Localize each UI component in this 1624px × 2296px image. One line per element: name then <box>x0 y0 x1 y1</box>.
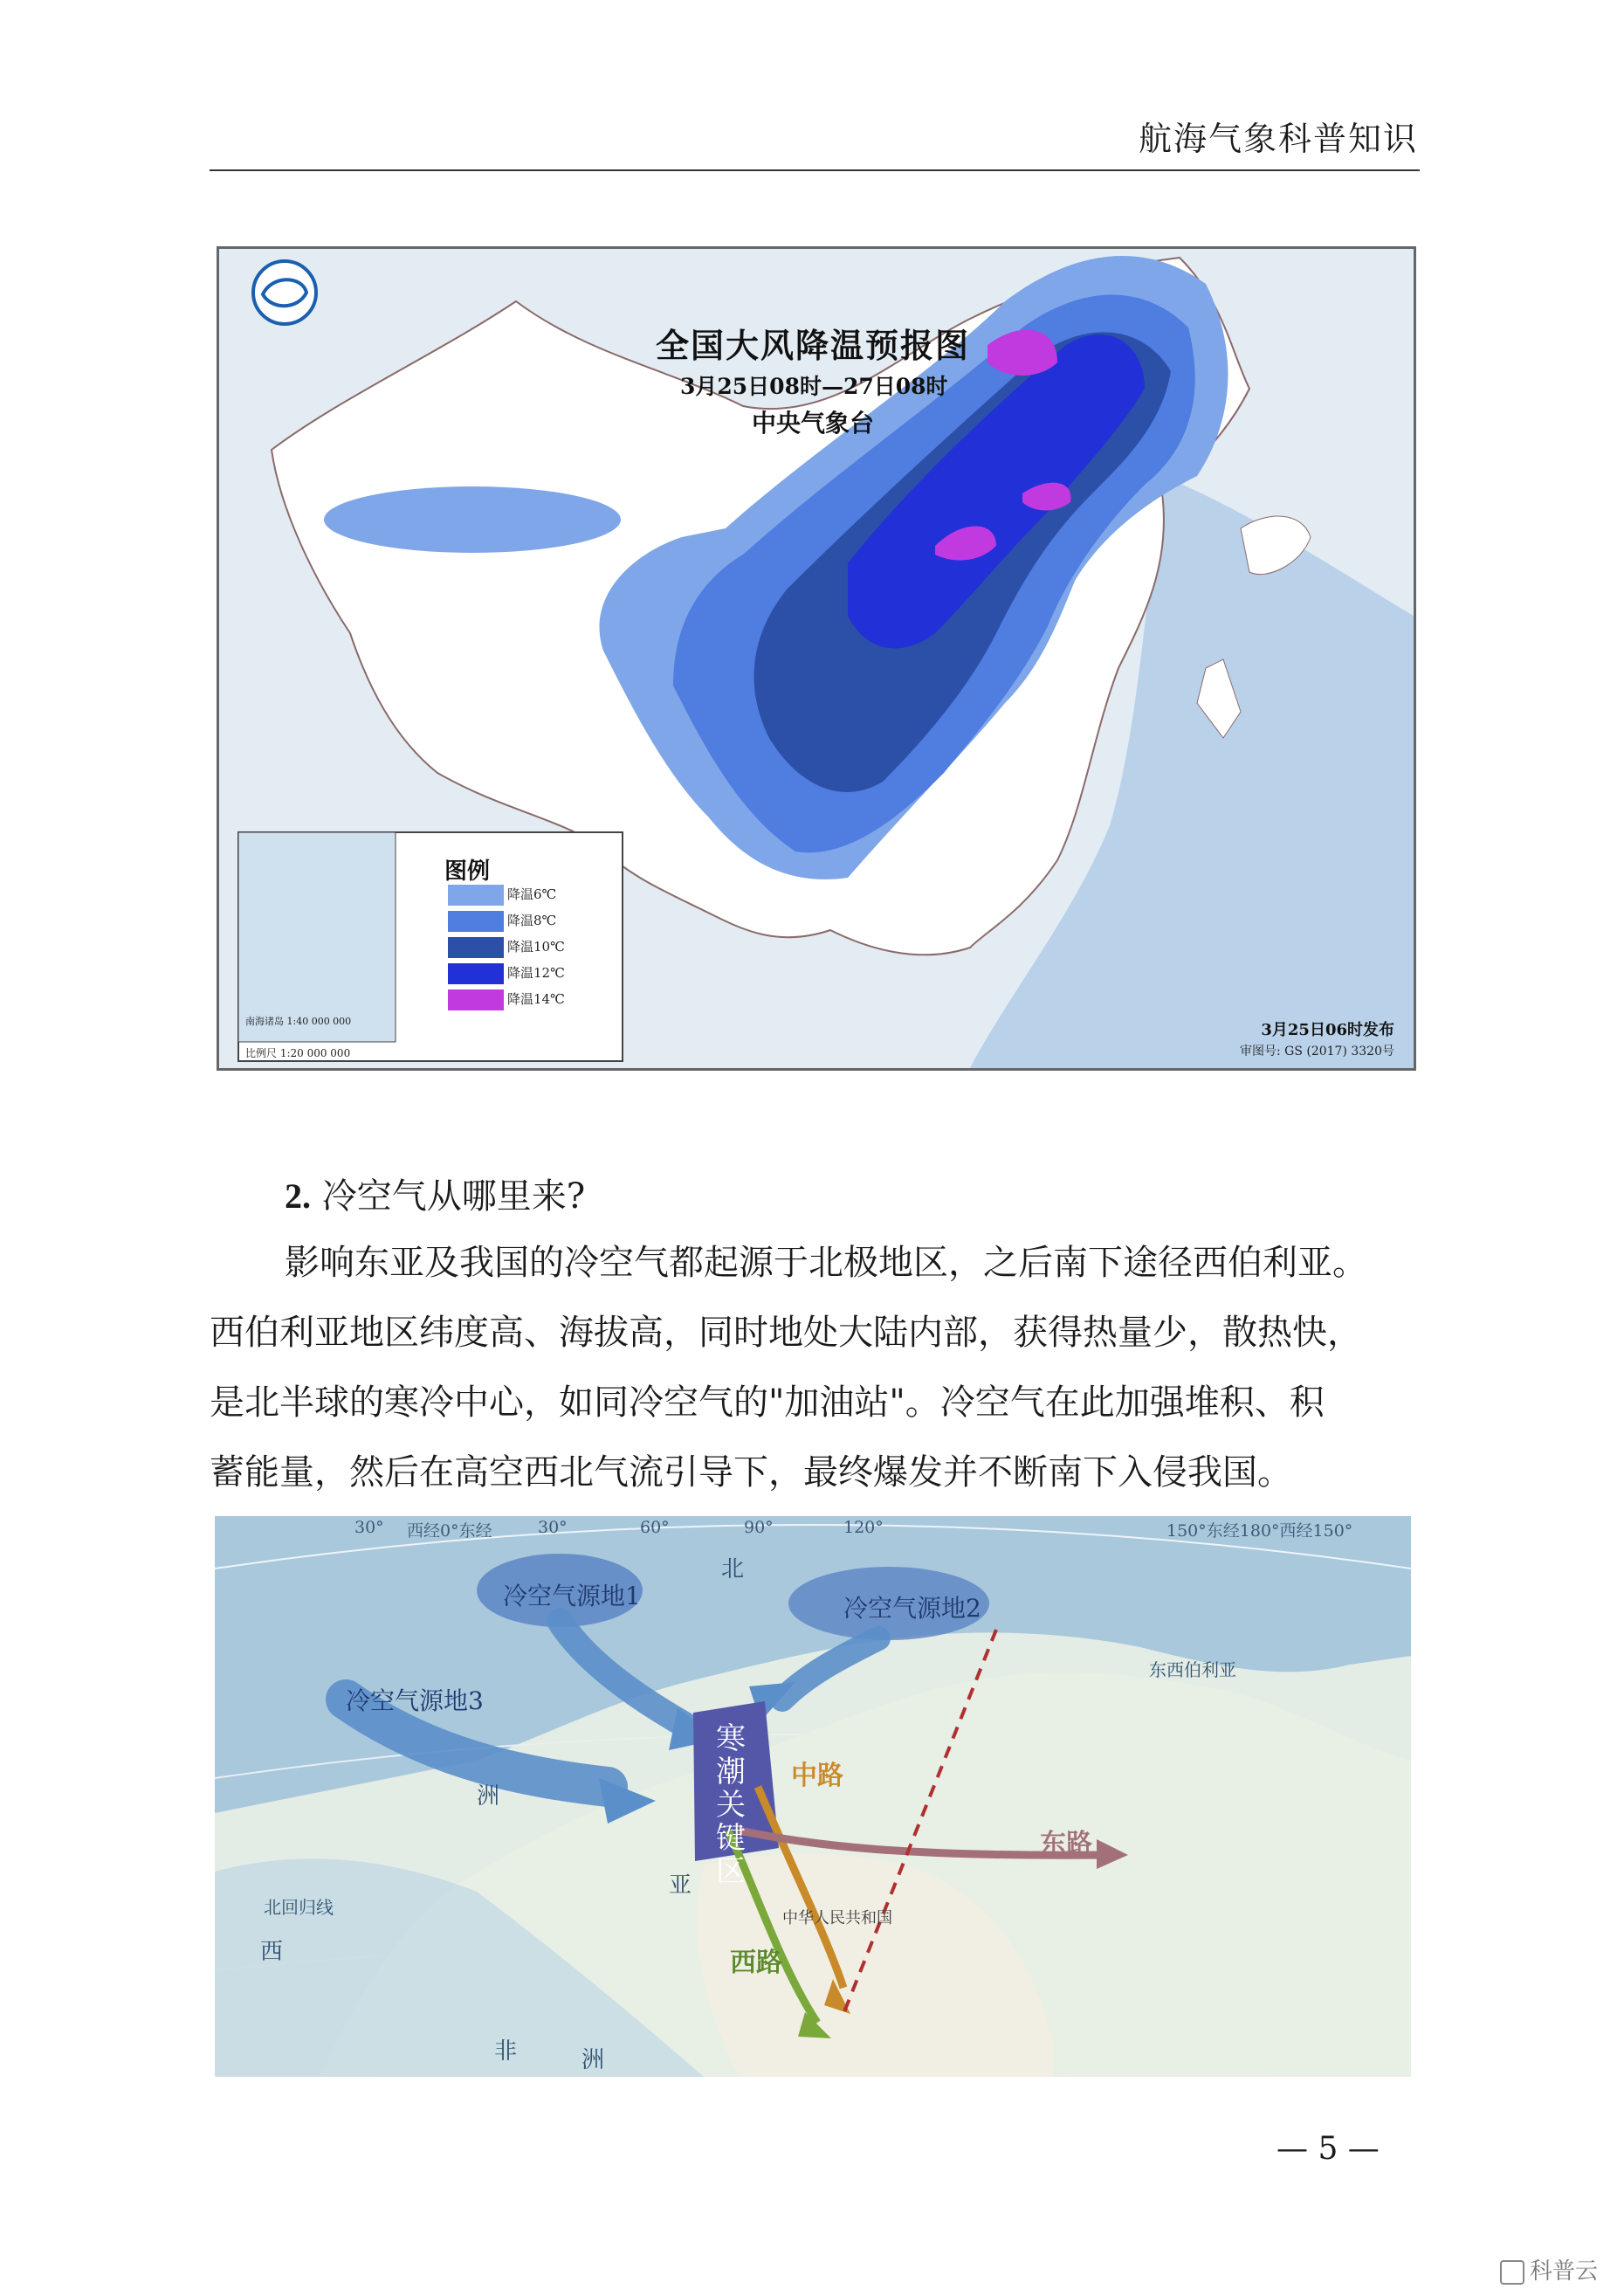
legend-title: 图例 <box>444 858 491 885</box>
longitude-label: 90° <box>744 1518 774 1537</box>
route-middle: 中路 <box>791 1761 843 1791</box>
publish-time: 3月25日06时发布 <box>1261 1021 1394 1039</box>
cold-air-map-graphic <box>215 1516 1411 2077</box>
forecast-agency: 中央气象台 <box>752 409 875 438</box>
watermark-text: 科普云 <box>1529 2258 1598 2285</box>
map-scale: 比例尺 1:20 000 000 <box>245 1047 351 1059</box>
legend-swatch <box>448 911 504 932</box>
section-number: 2. <box>285 1176 311 1216</box>
region-label: 洲 <box>477 1783 500 1810</box>
paragraph-line: 蓄能量，然后在高空西北气流引导下，最终爆发并不断南下入侵我国。 <box>210 1452 1292 1493</box>
longitude-label: 120° <box>843 1518 884 1537</box>
legend-swatch <box>448 885 504 906</box>
region-label: 北 <box>721 1556 745 1582</box>
cold-air-source-3: 冷空气源地3 <box>346 1686 484 1715</box>
legend-item-label: 降温12℃ <box>507 965 565 981</box>
section-title: 冷空气从哪里来? <box>321 1176 586 1217</box>
region-label: 东西伯利亚 <box>1149 1659 1236 1680</box>
paragraph-line: 影响东亚及我国的冷空气都起源于北极地区，之后南下途径西伯利亚。 <box>285 1243 1367 1283</box>
legend-swatch <box>448 989 504 1010</box>
region-label: 洲 <box>581 2047 605 2073</box>
watermark <box>1500 2253 1598 2286</box>
legend-swatch <box>448 937 504 958</box>
paragraph-line: 是北半球的寒冷中心，如同冷空气的"加油站"。冷空气在此加强堆积、积 <box>210 1382 1325 1423</box>
map-number: 审图号: GS (2017) 3320号 <box>1239 1045 1394 1058</box>
cold-air-source-2: 冷空气源地2 <box>843 1594 981 1623</box>
longitude-label: 西经0°东经 <box>407 1521 492 1541</box>
region-label: 非 <box>494 2038 518 2065</box>
longitude-label: 30° <box>354 1518 384 1537</box>
header-title: 航海气象科普知识 <box>1138 120 1418 158</box>
header-rule <box>210 169 1420 171</box>
route-west: 西路 <box>730 1948 782 1978</box>
route-east: 东路 <box>1040 1829 1092 1859</box>
longitude-label: 150°东经180°西经150° <box>1166 1521 1353 1541</box>
tropic-label: 北回归线 <box>264 1897 334 1918</box>
region-label: 西 <box>260 1939 284 1965</box>
legend-item-label: 降温8℃ <box>507 913 557 928</box>
watermark-icon <box>1500 2260 1524 2285</box>
cold-wave-key-area: 寒潮关键区 <box>716 1721 746 1889</box>
forecast-map-figure <box>217 246 1416 1071</box>
legend-item-label: 降温14℃ <box>507 991 565 1007</box>
page-number: — 5 — <box>1276 2131 1380 2167</box>
forecast-map-title: 全国大风降温预报图 <box>656 326 971 365</box>
legend-item-label: 降温6℃ <box>507 886 557 902</box>
longitude-label: 60° <box>640 1518 670 1537</box>
region-label: 中华人民共和国 <box>782 1909 892 1927</box>
paragraph-line: 西伯利亚地区纬度高、海拔高，同时地处大陆内部，获得热量少，散热快， <box>210 1313 1362 1353</box>
cold-air-source-map <box>215 1516 1411 2077</box>
forecast-time-range: 3月25日08时—27日08时 <box>680 374 948 399</box>
cold-air-source-1: 冷空气源地1 <box>503 1582 641 1610</box>
legend-item-label: 降温10℃ <box>507 939 565 955</box>
longitude-label: 30° <box>538 1518 568 1537</box>
region-label: 亚 <box>669 1872 692 1899</box>
legend-swatch <box>448 963 504 984</box>
section-heading <box>285 1169 585 1218</box>
nanhai-inset-label: 南海诸岛 1:40 000 000 <box>245 1016 352 1027</box>
